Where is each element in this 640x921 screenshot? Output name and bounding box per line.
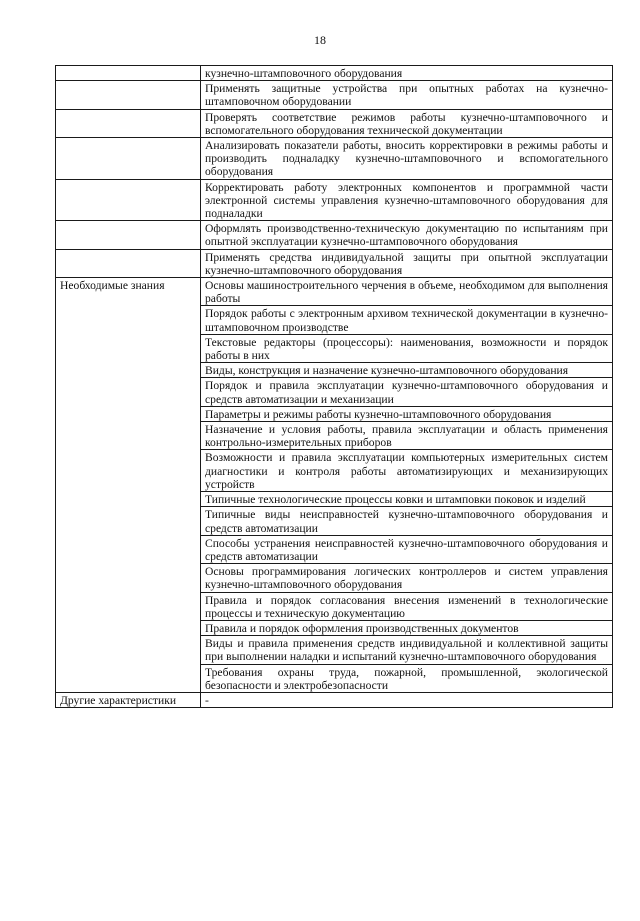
knowledge-item: Способы устранения неисправностей кузнечно-штамповочного оборудования и средств автоматизации [201, 535, 613, 563]
category-cell-empty [56, 179, 201, 221]
category-cell-empty [56, 221, 201, 249]
knowledge-item: Параметры и режимы работы кузнечно-штамповочного оборудования [201, 406, 613, 421]
skill-item: Оформлять производственно-техническую документацию по испытаниям при опытной эксплуатации кузнечно-штамповочного оборудования [201, 221, 613, 249]
skill-item: Анализировать показатели работы, вносить корректировки в режимы работы и производить подналадку кузнечно-штамповочного и вспомогательного оборудования [201, 138, 613, 180]
table-row [56, 66, 613, 81]
knowledge-item: Требования охраны труда, пожарной, промышленной, экологической безопасности и электробезопасности [201, 664, 613, 692]
requirements-table [55, 65, 613, 708]
requirements-table-body [56, 66, 613, 708]
knowledge-item: Правила и порядок согласования внесения изменений в технологические процессы и техническую документацию [201, 592, 613, 620]
knowledge-item: Основы программирования логических контроллеров и систем управления кузнечно-штамповочного оборудования [201, 564, 613, 592]
knowledge-item: Текстовые редакторы (процессоры): наименования, возможности и порядок работы в них [201, 334, 613, 362]
knowledge-label: Необходимые знания [56, 278, 201, 693]
skill-item: Проверять соответствие режимов работы кузнечно-штамповочного и вспомогательного оборудования технической документации [201, 109, 613, 137]
table-row [56, 278, 613, 306]
knowledge-item: Назначение и условия работы, правила эксплуатации и область применения контрольно-измерительных приборов [201, 422, 613, 450]
skill-item: Корректировать работу электронных компонентов и программной части электронной системы управления кузнечно-штамповочного оборудования для подналадки [201, 179, 613, 221]
category-cell-empty [56, 249, 201, 277]
table-row [56, 221, 613, 249]
knowledge-item: Виды, конструкция и назначение кузнечно-штамповочного оборудования [201, 363, 613, 378]
category-cell-empty [56, 66, 201, 81]
other-characteristics-label: Другие характеристики [56, 692, 201, 707]
table-row [56, 692, 613, 707]
skill-item: кузнечно-штамповочного оборудования [201, 66, 613, 81]
table-row [56, 179, 613, 221]
knowledge-item: Порядок и правила эксплуатации кузнечно-штамповочного оборудования и средств автоматизации и механизации [201, 378, 613, 406]
knowledge-item: Порядок работы с электронным архивом технической документации в кузнечно-штамповочном производстве [201, 306, 613, 334]
knowledge-item: Правила и порядок оформления производственных документов [201, 620, 613, 635]
knowledge-item: Возможности и правила эксплуатации компьютерных измерительных систем диагностики и контроля работы автоматизирующих и механизирующих устройств [201, 450, 613, 492]
category-cell-empty [56, 81, 201, 109]
table-row [56, 109, 613, 137]
category-cell-empty [56, 109, 201, 137]
knowledge-item: Основы машиностроительного черчения в объеме, необходимом для выполнения работы [201, 278, 613, 306]
knowledge-item: Типичные технологические процессы ковки и штамповки поковок и изделий [201, 492, 613, 507]
skill-item: Применять защитные устройства при опытных работах на кузнечно-штамповочном оборудовании [201, 81, 613, 109]
table-row [56, 249, 613, 277]
knowledge-item: Типичные виды неисправностей кузнечно-штамповочного оборудования и средств автоматизации [201, 507, 613, 535]
other-characteristics-value: - [201, 692, 613, 707]
category-cell-empty [56, 138, 201, 180]
page-number: 18 [314, 33, 326, 47]
table-row [56, 138, 613, 180]
skill-item: Применять средства индивидуальной защиты при опытной эксплуатации кузнечно-штамповочного оборудования [201, 249, 613, 277]
knowledge-item: Виды и правила применения средств индивидуальной и коллективной защиты при выполнении наладки и испытаний кузнечно-штамповочного оборудования [201, 636, 613, 664]
table-row [56, 81, 613, 109]
